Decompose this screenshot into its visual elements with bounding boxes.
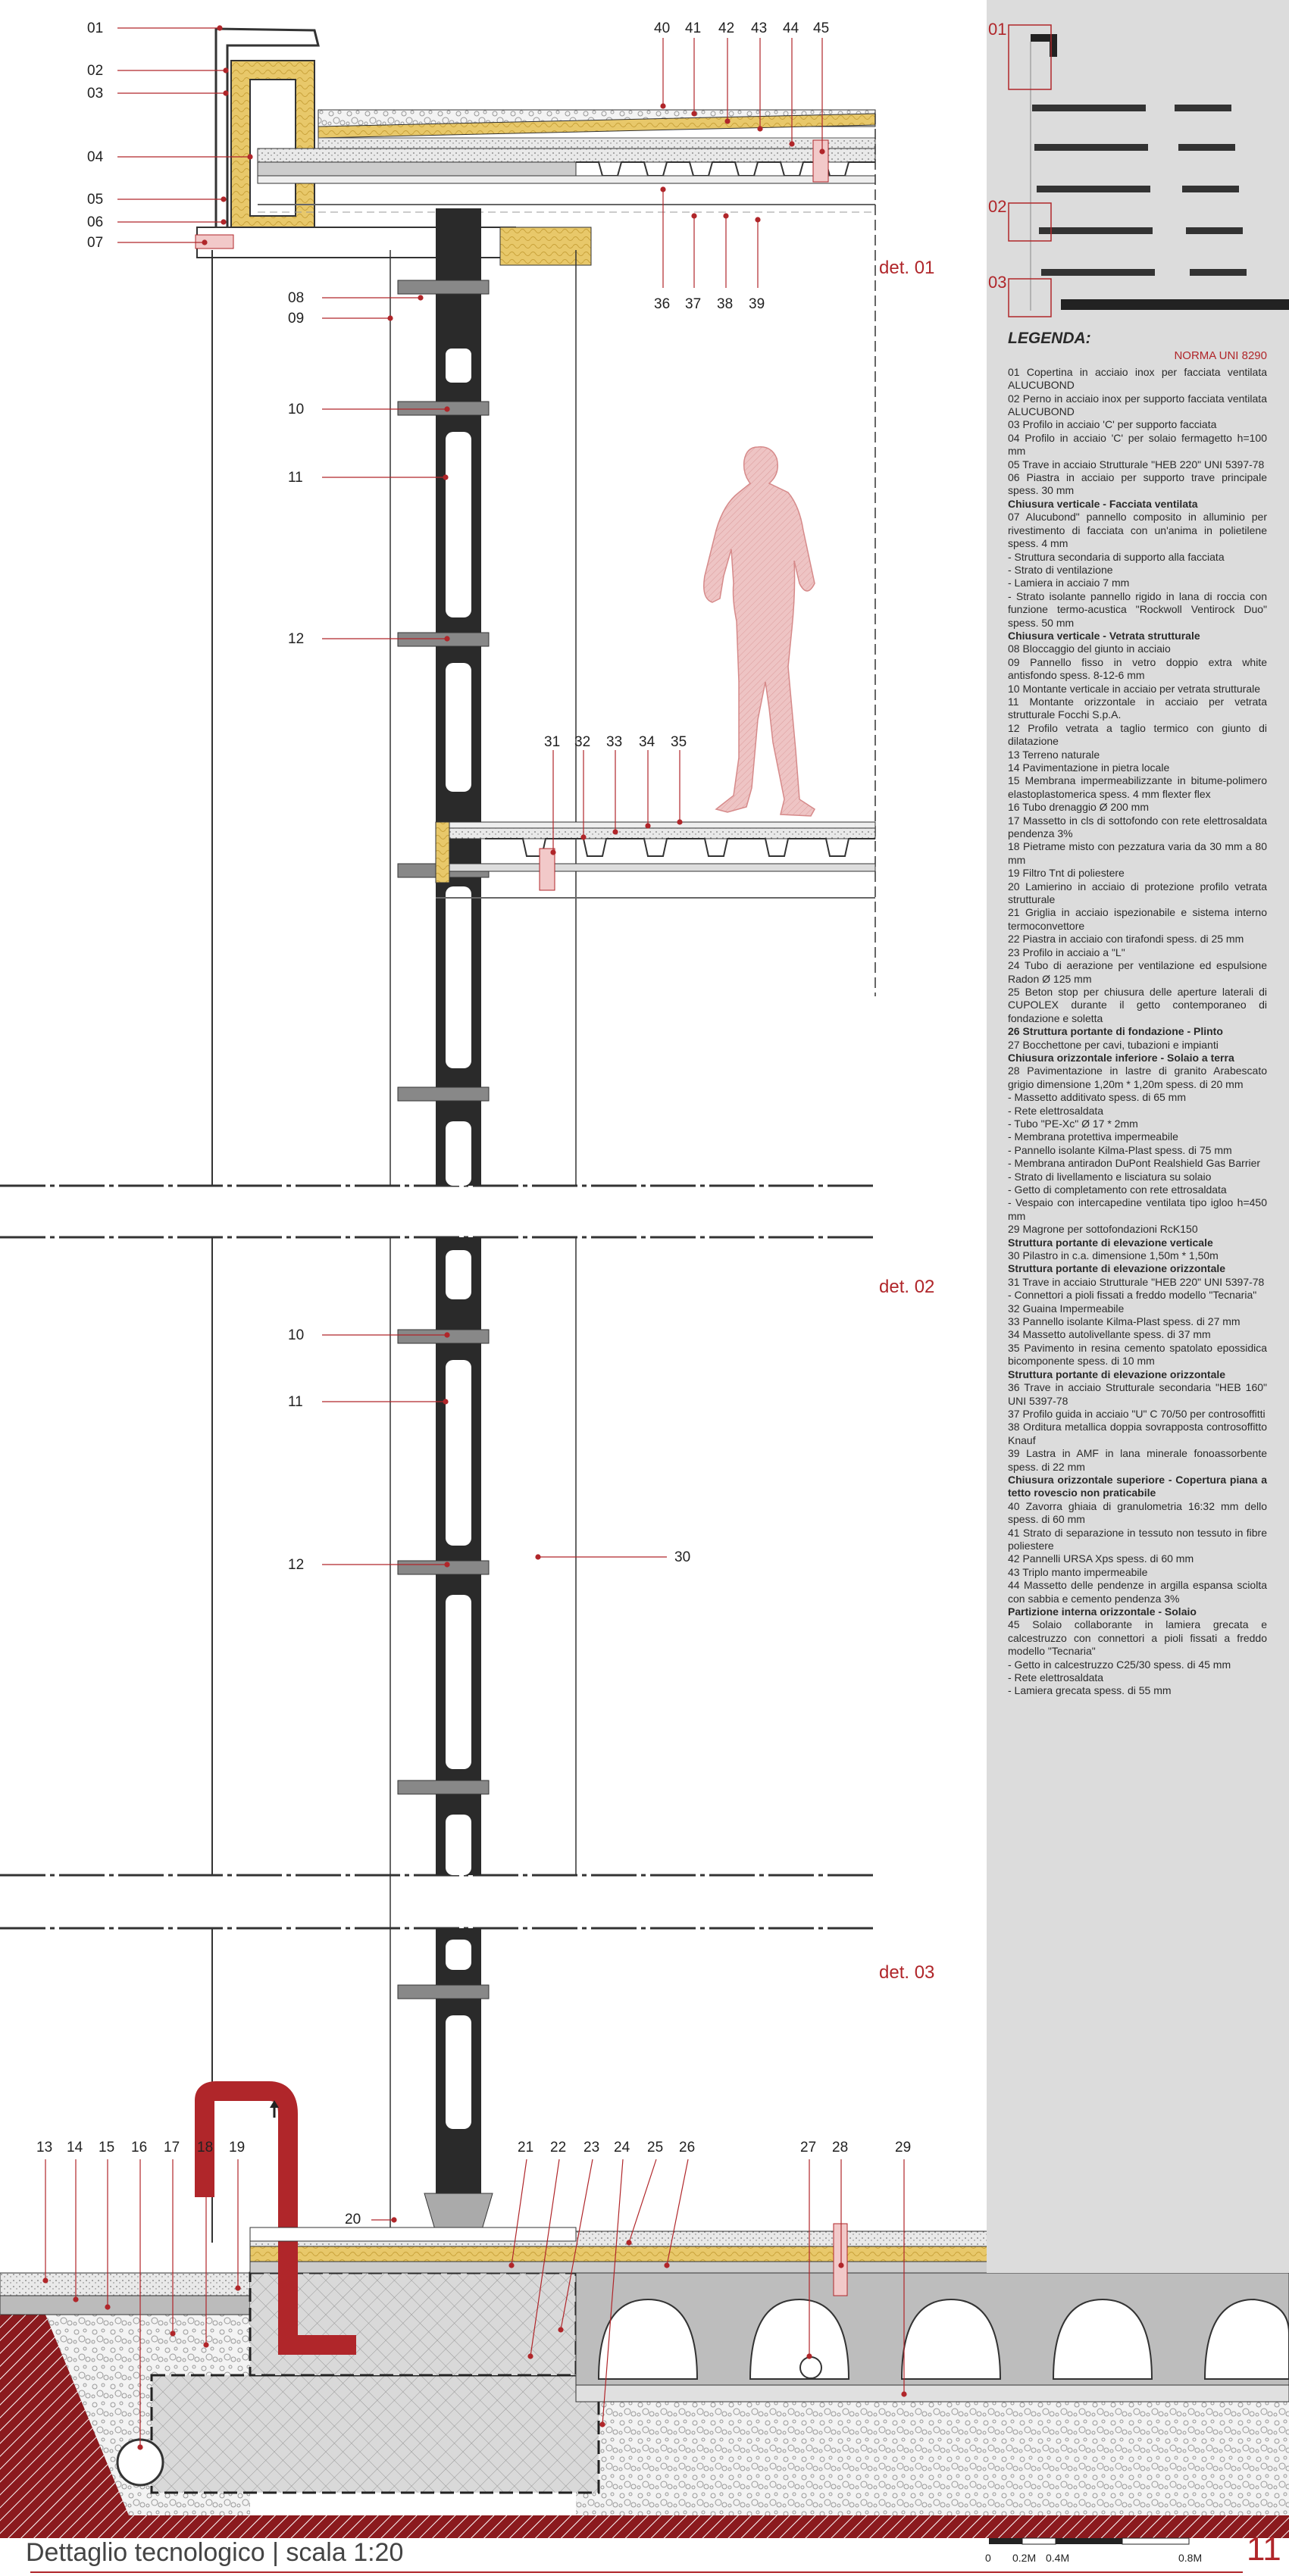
legend-item: 34 Massetto autolivellante spess. di 37 mm bbox=[1008, 1328, 1211, 1341]
legend-item: 10 Montante verticale in acciaio per vetrata strutturale bbox=[1008, 682, 1261, 695]
callout-14: 14 bbox=[67, 2140, 83, 2156]
callout-21: 21 bbox=[518, 2140, 534, 2156]
callout-39: 39 bbox=[749, 296, 765, 312]
callout-10: 10 bbox=[288, 402, 305, 417]
legend-item: - Getto di completamento con rete ettrosaldata bbox=[1008, 1183, 1227, 1196]
legend-item: 37 Profilo guida in acciaio "U" C 70/50 per controsoffitti bbox=[1008, 1407, 1266, 1420]
legend-item: - Connettori a pioli fissati a freddo modello "Tecnaria" bbox=[1008, 1289, 1257, 1302]
callout-27: 27 bbox=[800, 2140, 817, 2156]
legend-item: 08 Bloccaggio del giunto in acciaio bbox=[1008, 642, 1171, 655]
page-number: 11 bbox=[1247, 2531, 1281, 2568]
legend-item: - Getto in calcestruzzo C25/30 spess. di 45 mm bbox=[1008, 1658, 1231, 1671]
callout-23: 23 bbox=[583, 2140, 600, 2156]
legend-heading: Struttura portante di elevazione orizzontale bbox=[1008, 1368, 1226, 1380]
legend-item: 33 Pannello isolante Kilma-Plast spess. di 27 mm bbox=[1008, 1315, 1241, 1328]
callout-26: 26 bbox=[679, 2140, 696, 2156]
callout-32: 32 bbox=[574, 734, 591, 750]
legend-item: 25 Beton stop per chiusura delle aperture laterali di CUPOLEX durante il getto contemporaneo di fondazione e soletta bbox=[1008, 985, 1267, 1024]
legend-heading: Struttura portante di elevazione verticale bbox=[1008, 1236, 1213, 1249]
legend-item: 43 Triplo manto impermeabile bbox=[1008, 1565, 1148, 1578]
legend-item: 13 Terreno naturale bbox=[1008, 748, 1100, 761]
legend-item: 05 Trave in acciaio Strutturale "HEB 220" UNI 5397-78 bbox=[1008, 458, 1265, 470]
legend-item: 45 Solaio collaborante in lamiera grecata e calcestruzzo con connettori a pioli fissati a freddo modello "Tecnaria" bbox=[1008, 1618, 1267, 1658]
legend-title: LEGENDA: bbox=[1008, 330, 1091, 347]
callout-41: 41 bbox=[685, 20, 702, 36]
callout-44: 44 bbox=[783, 20, 799, 36]
callout-01: 01 bbox=[87, 20, 104, 36]
key-plan bbox=[987, 0, 1289, 318]
callout-22: 22 bbox=[550, 2140, 567, 2156]
legend-item: 02 Perno in acciaio inox per supporto facciata ventilata ALUCUBOND bbox=[1008, 392, 1267, 418]
legend-item: 30 Pilastro in c.a. dimensione 1,50m * 1,50m bbox=[1008, 1249, 1219, 1262]
intermediate-slab bbox=[436, 822, 875, 898]
legend-item: 07 Alucubond" pannello composito in alluminio per rivestimento di facciata con un'anima in polietilene spess. 4 mm bbox=[1008, 511, 1267, 550]
detail-label-03: det. 03 bbox=[879, 1962, 935, 1983]
legend-items bbox=[1008, 366, 1267, 1698]
callout-11: 11 bbox=[288, 470, 303, 486]
legend-item: 17 Massetto in cls di sottofondo con rete elettrosaldata pendenza 3% bbox=[1008, 814, 1267, 840]
detail-label-02: det. 02 bbox=[879, 1277, 935, 1297]
callout-06: 06 bbox=[87, 214, 104, 230]
roof-detail bbox=[196, 29, 875, 265]
legend-heading: Struttura portante di elevazione orizzontale bbox=[1008, 1262, 1226, 1275]
legend-item: 31 Trave in acciaio Strutturale "HEB 220" UNI 5397-78 bbox=[1008, 1275, 1265, 1288]
callout-36: 36 bbox=[654, 296, 671, 312]
legend-item: - Membrana antiradon DuPont Realshield Gas Barrier bbox=[1008, 1157, 1261, 1170]
callout-43: 43 bbox=[751, 20, 768, 36]
legend-heading: Chiusura verticale - Facciata ventilata bbox=[1008, 497, 1198, 510]
legend-item: 27 Bocchettone per cavi, tubazioni e impianti bbox=[1008, 1038, 1219, 1051]
legend-item: 21 Griglia in acciaio ispezionabile e sistema interno termoconvettore bbox=[1008, 906, 1267, 932]
callout-37: 37 bbox=[685, 296, 702, 312]
legend-item: 40 Zavorra ghiaia di granulometria 16:32 mm dello spess. di 60 mm bbox=[1008, 1499, 1267, 1526]
legend-item: 19 Filtro Tnt di poliestere bbox=[1008, 867, 1125, 880]
legend-item: 16 Tubo drenaggio Ø 200 mm bbox=[1008, 801, 1150, 814]
callout-45: 45 bbox=[813, 20, 830, 36]
legend-item: 29 Magrone per sottofondazioni RcK150 bbox=[1008, 1223, 1198, 1236]
footer-title: Dettaglio tecnologico | scala 1:20 bbox=[26, 2538, 404, 2567]
legend-item: - Strato isolante pannello rigido in lana di roccia con funzione termo-acustica "Rockwoll Ventirock Duo" spess. 50 mm bbox=[1008, 589, 1267, 629]
legend-item: - Vespaio con intercapedine ventilata tipo igloo h=450 mm bbox=[1008, 1196, 1267, 1222]
legend-norm: NORMA UNI 8290 bbox=[1174, 349, 1267, 363]
legend-item: - Rete elettrosaldata bbox=[1008, 1104, 1104, 1117]
scale-label-02: 0.2M bbox=[1012, 2552, 1037, 2564]
callout-18: 18 bbox=[197, 2140, 214, 2156]
legend-item: 11 Montante orizzontale in acciaio per vetrata strutturale Focchi S.p.A. bbox=[1008, 695, 1267, 721]
callout-07: 07 bbox=[87, 235, 104, 251]
callout-05: 05 bbox=[87, 192, 104, 208]
callout-25: 25 bbox=[647, 2140, 664, 2156]
callout-29: 29 bbox=[895, 2140, 912, 2156]
scale-label-08: 0.8M bbox=[1178, 2552, 1203, 2564]
legend-item: 39 Lastra in AMF in lana minerale fonoassorbente spess. di 22 mm bbox=[1008, 1447, 1267, 1473]
legend-item: - Membrana protettiva impermeabile bbox=[1008, 1130, 1178, 1143]
scale-label-0: 0 bbox=[985, 2552, 991, 2564]
callout-10-mid: 10 bbox=[288, 1327, 305, 1343]
legend-item: 06 Piastra in acciaio per supporto trave principale spess. 30 mm bbox=[1008, 471, 1267, 497]
legend-item: 28 Pavimentazione in lastre di granito Arabescato grigio dimensione 1,20m * 1,20m spess. di 20 mm bbox=[1008, 1064, 1267, 1090]
callout-02: 02 bbox=[87, 63, 104, 79]
legend-item: 24 Tubo di aerazione per ventilazione ed espulsione Radon Ø 125 mm bbox=[1008, 959, 1267, 985]
legend-item: 32 Guaina Impermeabile bbox=[1008, 1302, 1125, 1315]
callout-35: 35 bbox=[671, 734, 687, 750]
callout-09: 09 bbox=[288, 311, 305, 327]
callout-19: 19 bbox=[229, 2140, 246, 2156]
legend-item: 38 Orditura metallica doppia sovrapposta controsoffitto Knauf bbox=[1008, 1421, 1267, 1446]
callout-08: 08 bbox=[288, 290, 305, 306]
callout-16: 16 bbox=[131, 2140, 148, 2156]
callout-12-mid: 12 bbox=[288, 1557, 305, 1573]
key-label-02: 02 bbox=[988, 197, 1007, 216]
scale-label-04: 0.4M bbox=[1046, 2552, 1070, 2564]
callout-15: 15 bbox=[99, 2140, 115, 2156]
callout-04: 04 bbox=[87, 149, 104, 165]
legend-item: - Massetto additivato spess. di 65 mm bbox=[1008, 1091, 1186, 1104]
legend-item: - Lamiera grecata spess. di 55 mm bbox=[1008, 1684, 1172, 1697]
legend-item: 14 Pavimentazione in pietra locale bbox=[1008, 761, 1170, 774]
callout-28: 28 bbox=[832, 2140, 849, 2156]
detail-label-01: det. 01 bbox=[879, 258, 935, 278]
legend-item: 36 Trave in acciaio Strutturale secondaria "HEB 160" UNI 5397-78 bbox=[1008, 1381, 1267, 1407]
callout-33: 33 bbox=[606, 734, 623, 750]
callout-12: 12 bbox=[288, 631, 305, 647]
callout-13: 13 bbox=[36, 2140, 53, 2156]
legend-item: - Pannello isolante Kilma-Plast spess. di 75 mm bbox=[1008, 1143, 1232, 1156]
legend-item: 04 Profilo in acciaio 'C' per solaio fermagetto h=100 mm bbox=[1008, 431, 1267, 458]
legend-heading: Partizione interna orizzontale - Solaio bbox=[1008, 1605, 1197, 1618]
legend-item: 35 Pavimento in resina cemento spatolato epossidica bicomponente spess. di 10 mm bbox=[1008, 1341, 1267, 1368]
legend-item: 42 Pannelli URSA Xps spess. di 60 mm bbox=[1008, 1552, 1194, 1565]
legend-item: - Struttura secondaria di supporto alla facciata bbox=[1008, 550, 1225, 563]
legend bbox=[1008, 332, 1267, 1698]
legend-item: - Strato di ventilazione bbox=[1008, 563, 1113, 576]
legend-item: - Strato di livellamento e lisciatura su solaio bbox=[1008, 1170, 1212, 1183]
scale-bar bbox=[989, 2538, 1189, 2544]
legend-item: 01 Copertina in acciaio inox per facciata ventilata ALUCUBOND bbox=[1008, 365, 1267, 392]
callout-20: 20 bbox=[345, 2212, 361, 2227]
legend-item: 41 Strato di separazione in tessuto non tessuto in fibre poliestere bbox=[1008, 1526, 1267, 1552]
legend-heading: Chiusura orizzontale inferiore - Solaio a terra bbox=[1008, 1051, 1234, 1064]
legend-item: 20 Lamierino in acciaio di protezione profilo vetrata strutturale bbox=[1008, 880, 1267, 906]
legend-item: 09 Pannello fisso in vetro doppio extra white antisfondo spess. 8-12-6 mm bbox=[1008, 655, 1267, 682]
key-label-03: 03 bbox=[988, 273, 1007, 292]
callout-40: 40 bbox=[654, 20, 671, 36]
legend-item: - Rete elettrosaldata bbox=[1008, 1671, 1104, 1684]
legend-heading: 26 Struttura portante di fondazione - Plinto bbox=[1008, 1025, 1223, 1038]
legend-item: - Lamiera in acciaio 7 mm bbox=[1008, 577, 1130, 589]
callout-24: 24 bbox=[614, 2140, 630, 2156]
legend-item: - Tubo "PE-Xc" Ø 17 * 2mm bbox=[1008, 1117, 1138, 1130]
legend-heading: Chiusura orizzontale superiore - Copertura piana a tetto rovescio non praticabile bbox=[1008, 1473, 1267, 1499]
key-label-01: 01 bbox=[988, 20, 1007, 39]
callout-30: 30 bbox=[674, 1549, 691, 1565]
callout-17: 17 bbox=[164, 2140, 180, 2156]
legend-heading: Chiusura verticale - Vetrata strutturale bbox=[1008, 629, 1200, 642]
callout-42: 42 bbox=[718, 20, 735, 36]
callout-38: 38 bbox=[717, 296, 734, 312]
callout-11-mid: 11 bbox=[288, 1394, 303, 1410]
legend-item: 15 Membrana impermeabilizzante in bitume-polimero elastoplastomerica spess. 4 mm flexter flex bbox=[1008, 774, 1267, 800]
human-figure bbox=[704, 447, 815, 816]
steel-column bbox=[398, 208, 493, 2258]
legend-item: 22 Piastra in acciaio con tirafondi spess. di 25 mm bbox=[1008, 933, 1244, 946]
callout-34: 34 bbox=[639, 734, 655, 750]
callout-03: 03 bbox=[87, 86, 104, 102]
legend-item: 44 Massetto delle pendenze in argilla espansa sciolta con sabbia e cemento pendenza 3% bbox=[1008, 1579, 1267, 1605]
legend-item: 12 Profilo vetrata a taglio termico con giunto di dilatazione bbox=[1008, 721, 1267, 748]
callout-31: 31 bbox=[544, 734, 561, 750]
legend-item: 03 Profilo in acciaio 'C' per supporto facciata bbox=[1008, 418, 1217, 431]
legend-item: 18 Pietrame misto con pezzatura varia da 30 mm a 80 mm bbox=[1008, 840, 1267, 866]
legend-item: 23 Profilo in acciaio a "L" bbox=[1008, 946, 1125, 958]
